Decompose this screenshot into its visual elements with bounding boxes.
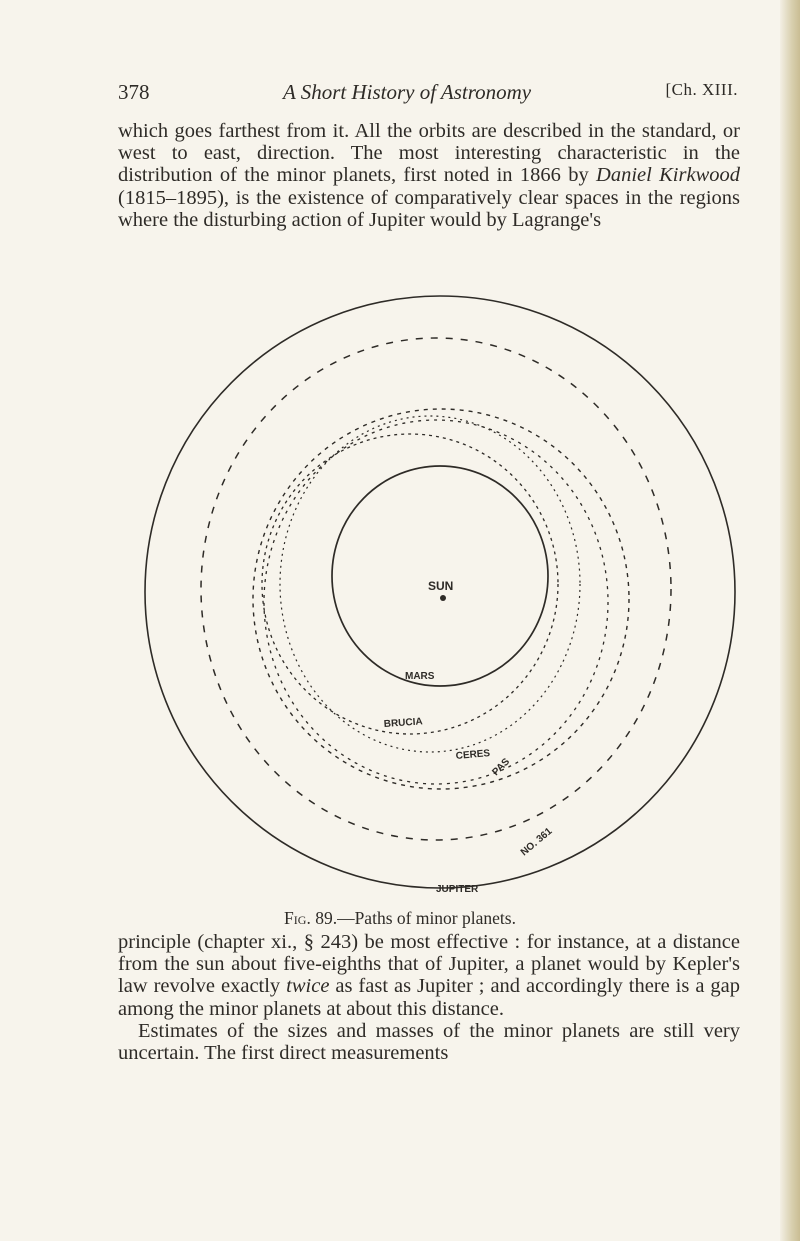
paragraph-bottom-text-1: principle (chapter xi., § 243) be most effective : for instance, at a distance from the sun about five-eighths that of Jupiter, a planet would by Kepler's law revolve exactly xyxy=(118,931,740,998)
paragraph-bottom-block xyxy=(118,931,740,1064)
running-title: A Short History of Astronomy xyxy=(283,80,532,104)
emphasis-twice: twice xyxy=(286,975,330,998)
person-name: Daniel Kirkwood xyxy=(596,164,740,187)
paragraph-top-text-1: which goes farthest from it. All the orbits are described in the standard, or west to east, direction. The most interesting characteristic in the distribution of the minor planets, first noted in 1866 by xyxy=(118,120,740,187)
figure-caption-text: —Paths of minor planets. xyxy=(337,908,516,928)
paragraph-bottom xyxy=(118,931,740,1020)
brucia-label: BRUCIA xyxy=(383,716,424,730)
chapter-label: [Ch. XIII. xyxy=(665,80,738,99)
mars-orbit xyxy=(332,466,548,686)
mars-label: MARS xyxy=(405,671,435,682)
paragraph-top-text-2: (1815–1895), is the existence of comparatively clear spaces in the regions where the disturbing action of Jupiter would by Lagrange's xyxy=(118,186,740,231)
ceres-orbit xyxy=(264,420,608,784)
sun-label: SUN xyxy=(428,579,454,593)
orbit-diagram-svg xyxy=(140,284,740,904)
sun-dot xyxy=(440,595,446,601)
figure-number: Fig. 89. xyxy=(284,908,338,928)
brucia-orbit xyxy=(262,434,558,734)
jupiter-label: JUPITER xyxy=(436,884,479,895)
orbit-diagram xyxy=(140,284,740,904)
page-header xyxy=(118,80,738,110)
page-edge xyxy=(780,0,800,1241)
figure-caption xyxy=(0,908,800,929)
page-number: 378 xyxy=(118,80,150,104)
paragraph-bottom-text-2: as fast as Jupiter ; and accordingly there is a gap among the minor planets at about this distance. xyxy=(118,975,740,1020)
no-361-label: NO. 361 xyxy=(518,825,555,859)
paragraph-top xyxy=(118,120,740,231)
paragraph-last: Estimates of the sizes and masses of the minor planets are still very uncertain. The first direct measurements xyxy=(118,1019,740,1065)
pallas-label: PAS xyxy=(490,756,513,779)
ceres-label: CERES xyxy=(455,748,491,762)
